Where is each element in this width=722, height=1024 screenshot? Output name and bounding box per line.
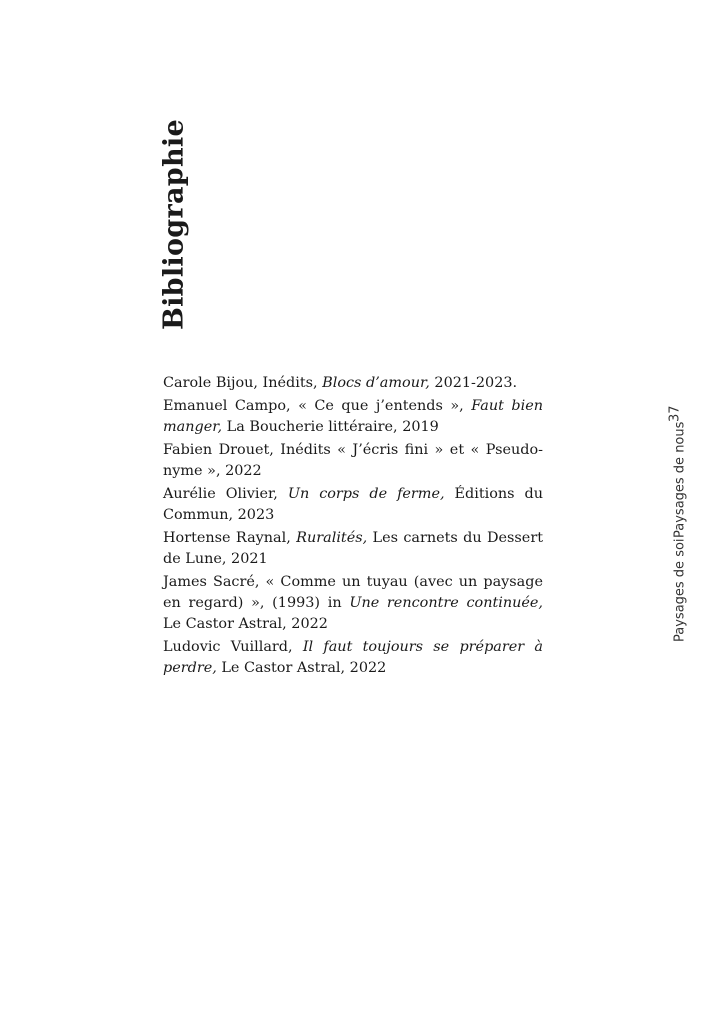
entry-text: Aurélie Olivier, bbox=[163, 486, 288, 502]
running-header bbox=[668, 392, 692, 642]
bibliography-list bbox=[163, 373, 543, 681]
entry-text: Les carnets du Dessert de Lune, 2021 bbox=[163, 530, 543, 567]
bibliography-entry bbox=[163, 484, 543, 526]
entry-text: Le Castor Astral, 2022 bbox=[216, 660, 387, 676]
bibliography-entry bbox=[163, 637, 543, 679]
entry-text: Le Castor Astral, 2022 bbox=[163, 616, 328, 632]
work-title: Faut bien manger, bbox=[163, 398, 544, 435]
entry-text: Hortense Raynal, bbox=[163, 530, 297, 546]
work-title: Il faut toujours se préparer à perdre, bbox=[163, 639, 543, 676]
page-number: 37 bbox=[667, 405, 683, 423]
book-title: Paysages de soi bbox=[672, 538, 688, 642]
bibliography-entry bbox=[163, 396, 543, 438]
entry-text: La Boucherie littéraire, 2019 bbox=[222, 419, 439, 435]
entry-text: Ludovic Vuillard, bbox=[163, 639, 303, 655]
entry-text: Fabien Drouet, Inédits « J’écris fini » et « Pseudonyme », 2022 bbox=[163, 442, 543, 479]
bibliography-entry bbox=[163, 373, 543, 394]
entry-text: Emanuel Campo, « Ce que j’entends », bbox=[163, 398, 472, 414]
page-title: Bibliographie bbox=[158, 119, 190, 330]
work-title: Blocs d’amour, bbox=[322, 375, 430, 391]
work-title: Une rencontre continuée, bbox=[349, 595, 543, 611]
entry-text: James Sacré, « Comme un tuyau (avec un paysage en regard) », (1993) in bbox=[163, 574, 543, 611]
section-title: Paysages de nous bbox=[672, 422, 688, 539]
work-title: Un corps de ferme, bbox=[287, 486, 445, 502]
work-title: Ruralités, bbox=[296, 530, 368, 546]
bibliography-entry bbox=[163, 528, 543, 570]
entry-text: 2021-2023. bbox=[429, 375, 518, 391]
bibliography-entry bbox=[163, 572, 543, 635]
entry-text: Éditions du Commun, 2023 bbox=[163, 486, 543, 523]
bibliography-entry bbox=[163, 440, 543, 482]
entry-text: Carole Bijou, Inédits, bbox=[163, 375, 323, 391]
